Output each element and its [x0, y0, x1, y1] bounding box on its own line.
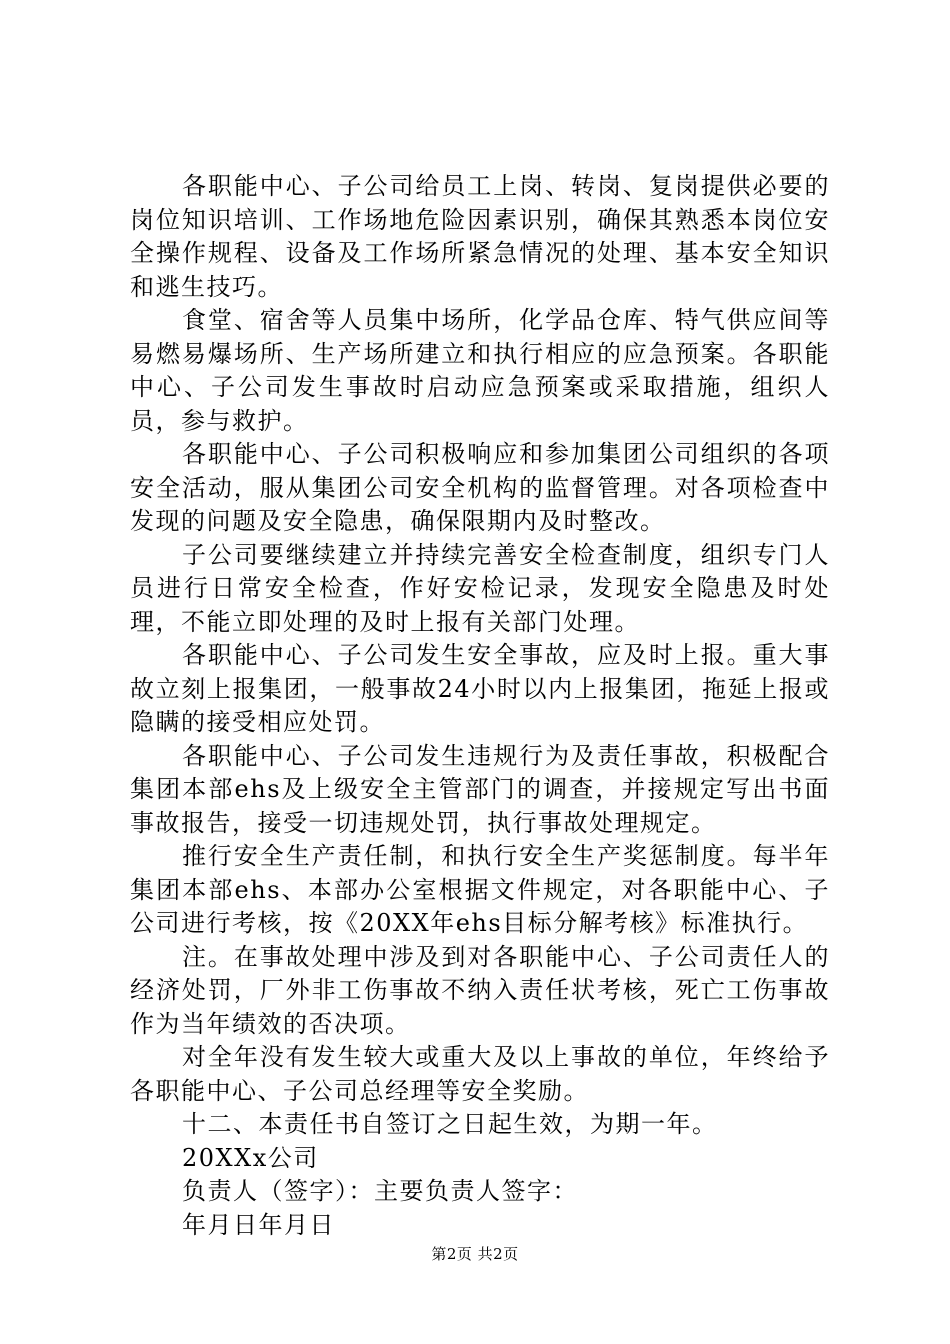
paragraph-rewards: 对全年没有发生较大或重大及以上事故的单位，年终给予各职能中心、子公司总经理等安全奖励。: [130, 1043, 830, 1105]
paragraph-violation-handling: 各职能中心、子公司发生违规行为及责任事故，积极配合集团本部ehs及上级安全主管部门的调查，并接规定写出书面事故报告，接受一切违规处罚，执行事故处理规定。: [130, 741, 830, 837]
paragraph-note: 注。在事故处理中涉及到对各职能中心、子公司责任人的经济处罚，厂外非工伤事故不纳入责任状考核，死亡工伤事故作为当年绩效的否决项。: [130, 942, 830, 1038]
paragraph-emergency-plan: 食堂、宿舍等人员集中场所，化学品仓库、特气供应间等易燃易爆场所、生产场所建立和执行相应的应急预案。各职能中心、子公司发生事故时启动应急预案或采取措施，组织人员，参与救护。: [130, 306, 830, 435]
paragraph-safety-activities: 各职能中心、子公司积极响应和参加集团公司组织的各项安全活动，服从集团公司安全机构的监督管理。对各项检查中发现的问题及安全隐患，确保限期内及时整改。: [130, 440, 830, 535]
paragraph-accident-reporting: 各职能中心、子公司发生安全事故，应及时上报。重大事故立刻上报集团，一般事故24小时以内上报集团，拖延上报或隐瞒的接受相应处罚。: [130, 641, 830, 736]
paragraph-training: 各职能中心、子公司给员工上岗、转岗、复岗提供必要的岗位知识培训、工作场地危险因素识别，确保其熟悉本岗位安全操作规程、设备及工作场所紧急情况的处理、基本安全知识和逃生技巧。: [130, 172, 830, 301]
paragraph-responsibility-system: 推行安全生产责任制，和执行安全生产奖惩制度。每半年集团本部ehs、本部办公室根据文件规定，对各职能中心、子公司进行考核，按《20XX年ehs目标分解考核》标准执行。: [130, 842, 830, 937]
signature-line: 负责人（签字）：主要负责人签字：: [182, 1177, 578, 1205]
page-number: 第2页 共2页: [431, 1245, 519, 1263]
paragraph-safety-inspection: 子公司要继续建立并持续完善安全检查制度，组织专门人员进行日常安全检查，作好安检记录，发现安全隐患及时处理，不能立即处理的及时上报有关部门处理。: [130, 540, 830, 636]
paragraph-effective-date: 十二、本责任书自签订之日起生效，为期一年。: [182, 1110, 718, 1138]
page-footer: [0, 1244, 950, 1264]
document-body: [130, 170, 830, 1242]
company-name: 20XXx公司: [182, 1143, 319, 1172]
date-line: 年月日年月日: [182, 1210, 335, 1239]
